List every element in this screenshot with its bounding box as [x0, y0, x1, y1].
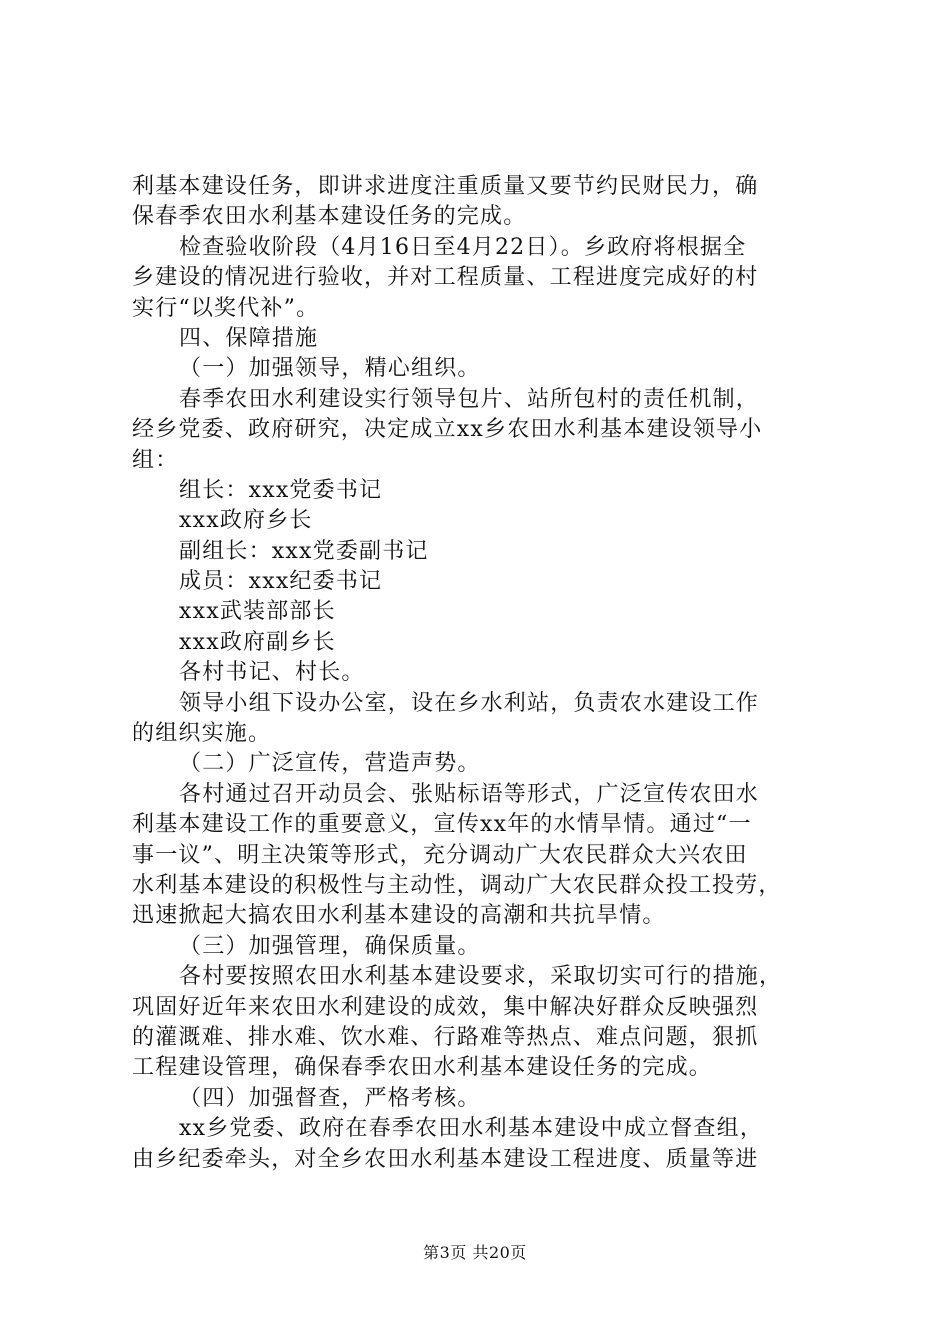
- text-line: 保春季农田水利基本建设任务的完成。: [132, 204, 527, 230]
- text-line: 副组长：xxx党委副书记: [179, 538, 429, 564]
- text-line: xxx武装部部长: [179, 599, 336, 625]
- text-line: 迅速掀起大搞农田水利基本建设的高潮和共抗旱情。: [132, 903, 666, 929]
- text-line: 乡建设的情况进行验收，并对工程质量、工程进度完成好的村: [132, 265, 759, 291]
- text-line: 实行“以奖代补”。: [132, 295, 320, 321]
- text-line: xxx政府乡长: [179, 508, 313, 534]
- text-line: 水利基本建设的积极性与主动性，调动广大农民群众投工投劳，: [132, 872, 782, 898]
- text-line: 组长：xxx党委书记: [179, 477, 383, 503]
- text-line: 巩固好近年来农田水利建设的成效，集中解决好群众反映强烈: [132, 994, 759, 1020]
- text-line: 事一议”、明主决策等形式，充分调动广大农民群众大兴农田: [132, 842, 748, 868]
- text-line: xx乡党委、政府在春季农田水利基本建设中成立督查组，: [179, 1116, 764, 1142]
- text-line: 利基本建设任务，即讲求进度注重质量又要节约民财民力，确: [132, 174, 759, 199]
- document-body: [132, 172, 832, 1175]
- text-line: 工程建设管理，确保春季农田水利基本建设任务的完成。: [132, 1055, 713, 1081]
- text-line: 春季农田水利建设实行领导包片、站所包村的责任机制，: [179, 386, 760, 412]
- text-line: xxx政府副乡长: [179, 629, 336, 655]
- text-line: （一）加强领导，精心组织。: [179, 356, 481, 382]
- text-line: 经乡党委、政府研究，决定成立xx乡农田水利基本建设领导小: [132, 417, 763, 443]
- page-number: 第3页 共20页: [423, 1243, 527, 1262]
- text-line: 利基本建设工作的重要意义，宣传xx年的水情旱情。通过“一: [132, 812, 752, 838]
- text-line: （四）加强督查，严格考核。: [179, 1085, 481, 1111]
- text-line: （二）广泛宣传，营造声势。: [179, 751, 481, 777]
- text-line: 的灌溉难、排水难、饮水难、行路难等热点、难点问题，狠抓: [132, 1024, 759, 1050]
- text-line: 组：: [132, 447, 179, 473]
- text-line: （三）加强管理，确保质量。: [179, 933, 481, 959]
- text-line: 检查验收阶段（4月16日至4月22日）。乡政府将根据全: [179, 234, 747, 260]
- text-line: 由乡纪委牵头，对全乡农田水利基本建设工程进度、质量等进: [132, 1146, 759, 1172]
- text-line: 四、保障措施: [179, 325, 319, 351]
- text-line: 领导小组下设办公室，设在乡水利站，负责农水建设工作: [179, 690, 760, 716]
- text-line: 各村要按照农田水利基本建设要求，采取切实可行的措施，: [179, 964, 783, 990]
- text-line: 成员：xxx纪委书记: [179, 569, 383, 595]
- text-line: 各村通过召开动员会、张贴标语等形式，广泛宣传农田水: [179, 781, 760, 807]
- text-line: 的组织实施。: [132, 721, 272, 747]
- page-footer: [0, 1240, 950, 1263]
- text-line: 各村书记、村长。: [179, 660, 365, 686]
